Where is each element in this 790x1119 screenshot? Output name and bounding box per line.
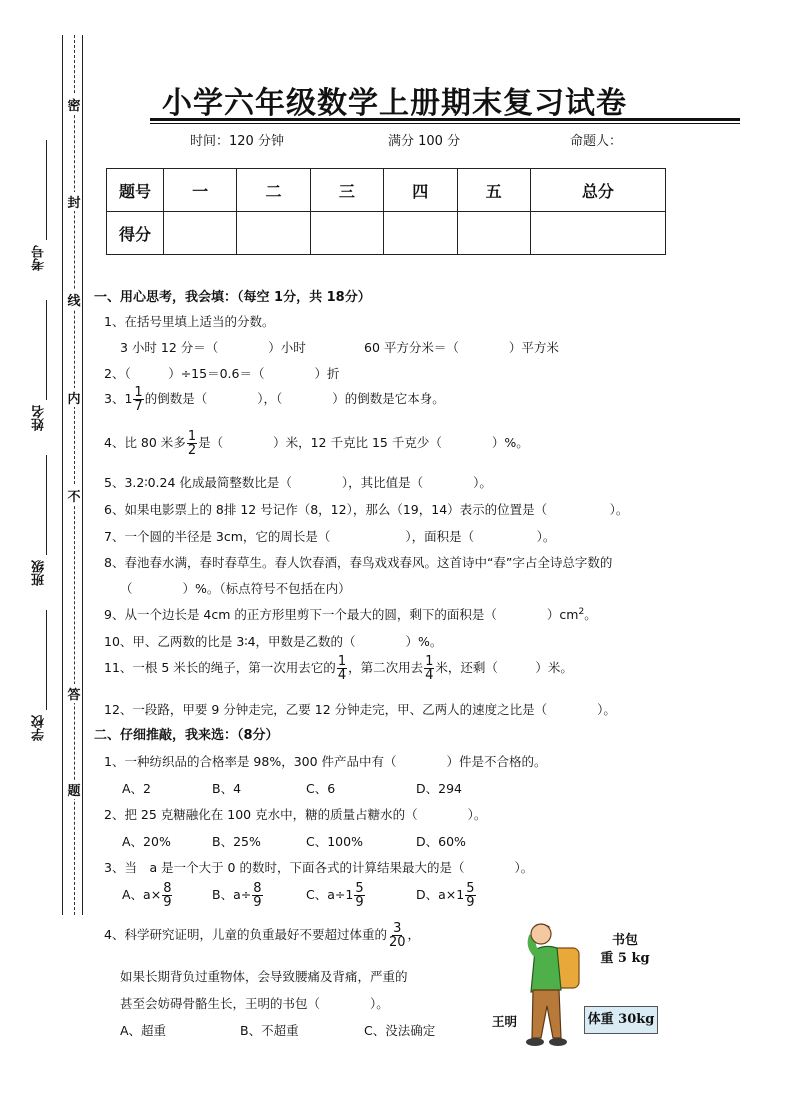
q9-text: 9、从一个边长是 4cm 的正方形里剪下一个最大的圆，剩下的面积是（ ）cm (104, 607, 579, 622)
q3-text: 的倒数是（ ），（ ）的倒数是它本身。 (144, 391, 445, 406)
fraction (388, 922, 407, 949)
fraction (133, 386, 143, 413)
q4-prefix: 4、比 80 米多 (104, 435, 186, 450)
score-cell: 得分 (107, 212, 164, 255)
score-input-cell[interactable] (530, 212, 665, 255)
q11-mid: ，第二次用去 (348, 660, 424, 675)
title-rule-thick (150, 118, 740, 121)
denominator: 9 (163, 895, 172, 910)
denominator: 20 (388, 935, 406, 950)
question-1-2: 2、（ ）÷15＝0.6＝（ ）折 (104, 366, 340, 381)
fraction (162, 882, 172, 909)
option-text: D、a×1 (416, 887, 465, 902)
question-1-1b: 60 平方分米＝（ ）平方米 (364, 340, 559, 355)
question-1-10: 10、甲、乙两数的比是 3∶4，甲数是乙数的（ ）%。 (104, 634, 443, 649)
score-cell: 题号 (107, 169, 164, 212)
q2-4-text: 4、科学研究证明，儿童的负重最好不要超过体重的 (104, 927, 387, 942)
exam-time: 时间：120 分钟 (190, 134, 284, 149)
numerator: 1 (425, 654, 434, 669)
seal-mark: 密 (66, 95, 82, 114)
score-cell: 三 (310, 169, 383, 212)
pants-shape (532, 990, 561, 1038)
question-1-11 (104, 655, 573, 682)
option[interactable]: B、不超重 (240, 1023, 299, 1038)
seal-mark: 封 (66, 192, 82, 211)
fraction (354, 882, 364, 909)
full-score: 满分 100 分 (388, 134, 461, 149)
question-2-2: 2、把 25 克糖融化在 100 克水中，糖的质量占糖水的（ ）。 (104, 807, 487, 822)
denominator: 4 (337, 668, 347, 683)
fraction (424, 655, 434, 682)
q2-4-comma: ， (407, 927, 421, 942)
question-1-9 (104, 605, 597, 623)
option[interactable]: A、2 (122, 781, 152, 796)
bag-tag-line2: 重 5 kg (600, 951, 650, 966)
option-text: C、a÷1 (306, 887, 354, 902)
score-table-score-row (107, 212, 666, 255)
numerator: 1 (337, 654, 347, 669)
q11-text: 米，还剩（ ）米。 (435, 660, 573, 675)
seal-mark: 内 (66, 388, 82, 407)
score-cell: 总分 (530, 169, 665, 212)
score-cell: 五 (457, 169, 530, 212)
option[interactable]: C、6 (306, 781, 336, 796)
q11-prefix: 11、一根 5 米长的绳子，第一次用去它的 (104, 660, 336, 675)
denominator: 7 (134, 399, 143, 414)
numerator: 8 (253, 881, 262, 896)
score-input-cell[interactable] (310, 212, 383, 255)
score-input-cell[interactable] (237, 212, 310, 255)
option-text: A、a× (122, 887, 162, 902)
option[interactable] (416, 882, 477, 909)
boy-name-label: 王明 (492, 1014, 518, 1029)
option[interactable] (212, 882, 264, 909)
denominator: 2 (187, 443, 197, 458)
option-text: B、a÷ (212, 887, 252, 902)
seal-mark: 题 (66, 780, 82, 799)
question-2-1: 1、一种纺织品的合格率是 98%，300 件产品中有（ ）件是不合格的。 (104, 754, 547, 769)
option[interactable] (306, 882, 366, 909)
option[interactable]: D、294 (416, 781, 462, 796)
option[interactable] (122, 882, 173, 909)
question-1-1a: 3 小时 12 分＝（ ）小时 (120, 340, 306, 355)
score-cell: 四 (384, 169, 457, 212)
bag-tag-line1: 书包 (611, 933, 638, 948)
numerator: 5 (355, 881, 364, 896)
score-input-cell[interactable] (384, 212, 457, 255)
seal-mark: 不 (66, 486, 82, 505)
denominator: 4 (425, 668, 434, 683)
denominator: 9 (466, 895, 475, 910)
question-1-5: 5、3.2∶0.24 化成最简整数比是（ ），其比值是（ ）。 (104, 475, 492, 490)
fraction (465, 882, 475, 909)
question-1-8b: （ ）%。（标点符号不包括在内） (120, 581, 351, 596)
exam-number-label: 考号 (32, 245, 47, 271)
fraction (252, 882, 262, 909)
school-label: 学校 (32, 715, 47, 741)
question-1-1: 1、在括号里填上适当的分数。 (104, 314, 275, 329)
binding-line-right (82, 35, 83, 915)
question-1-6: 6、如果电影票上的 8排 12 号记作（8，12），那么（19，14）表示的位置是（ ）。 (104, 502, 629, 517)
class-blank (46, 455, 47, 555)
question-2-4c: 甚至会妨碍骨骼生长，王明的书包（ ）。 (120, 996, 389, 1011)
numerator: 8 (163, 881, 172, 896)
score-input-cell[interactable] (457, 212, 530, 255)
shoe-shape (526, 1038, 544, 1046)
option[interactable]: C、100% (306, 834, 363, 849)
exam-number-blank (46, 140, 47, 240)
question-1-4 (104, 430, 529, 457)
seal-mark: 线 (66, 290, 82, 309)
option[interactable]: B、4 (212, 781, 242, 796)
name-blank (46, 300, 47, 400)
question-2-4 (104, 922, 420, 949)
score-cell: 一 (164, 169, 237, 212)
q9-end: 。 (584, 607, 597, 622)
school-blank (46, 610, 47, 710)
title-rule-thin (150, 123, 740, 124)
body-weight-tag: 体重 30kg (584, 1006, 658, 1034)
question-2-3: 3、当 a 是一个大于 0 的数时，下面各式的计算结果最大的是（ ）。 (104, 860, 534, 875)
question-1-12: 12、一段路，甲要 9 分钟走完，乙要 12 分钟走完，甲、乙两人的速度之比是（ ）。 (104, 702, 616, 717)
question-1-3 (104, 386, 445, 413)
denominator: 9 (355, 895, 364, 910)
page-title: 小学六年级数学上册期末复习试卷 (162, 86, 627, 121)
numerator: 3 (393, 921, 402, 936)
fraction (187, 430, 197, 457)
shoe-shape (549, 1038, 567, 1046)
binding-line-left (62, 35, 63, 915)
superscript: 2 (578, 606, 585, 617)
numerator: 5 (466, 881, 475, 896)
seal-mark: 答 (66, 684, 82, 703)
numerator: 1 (134, 385, 143, 400)
numerator: 1 (187, 429, 197, 444)
section-1-heading: 一、用心思考，我会填：（每空 1分，共 18分） (94, 290, 371, 305)
section-2-heading: 二、仔细推敲，我来选：（8分） (94, 728, 279, 743)
q4-text: 是（ ）米，12 千克比 15 千克少（ ）%。 (198, 435, 529, 450)
score-cell: 二 (237, 169, 310, 212)
option[interactable]: D、60% (416, 834, 466, 849)
denominator: 9 (253, 895, 262, 910)
bag-weight-tag (596, 932, 654, 972)
option[interactable]: B、25% (212, 834, 261, 849)
score-input-cell[interactable] (164, 212, 237, 255)
option[interactable]: A、20% (122, 834, 171, 849)
q3-prefix: 3、1 (104, 391, 133, 406)
score-table (106, 168, 666, 255)
exam-author: 命题人： (570, 134, 623, 149)
option[interactable]: A、超重 (120, 1023, 167, 1038)
fraction (337, 655, 347, 682)
class-label: 班级 (32, 560, 47, 586)
question-1-7: 7、一个圆的半径是 3cm，它的周长是（ ），面积是（ ）。 (104, 529, 556, 544)
question-2-4b: 如果长期背负过重物体，会导致腰痛及背痛，严重的 (120, 969, 408, 984)
option[interactable]: C、没法确定 (364, 1023, 436, 1038)
score-table-header-row (107, 169, 666, 212)
question-1-8a: 8、春池春水满，春时春草生。春人饮春酒，春鸟戏戏春风。这首诗中“春”字占全诗总字数的 (104, 555, 613, 570)
name-label: 姓名 (32, 405, 47, 431)
